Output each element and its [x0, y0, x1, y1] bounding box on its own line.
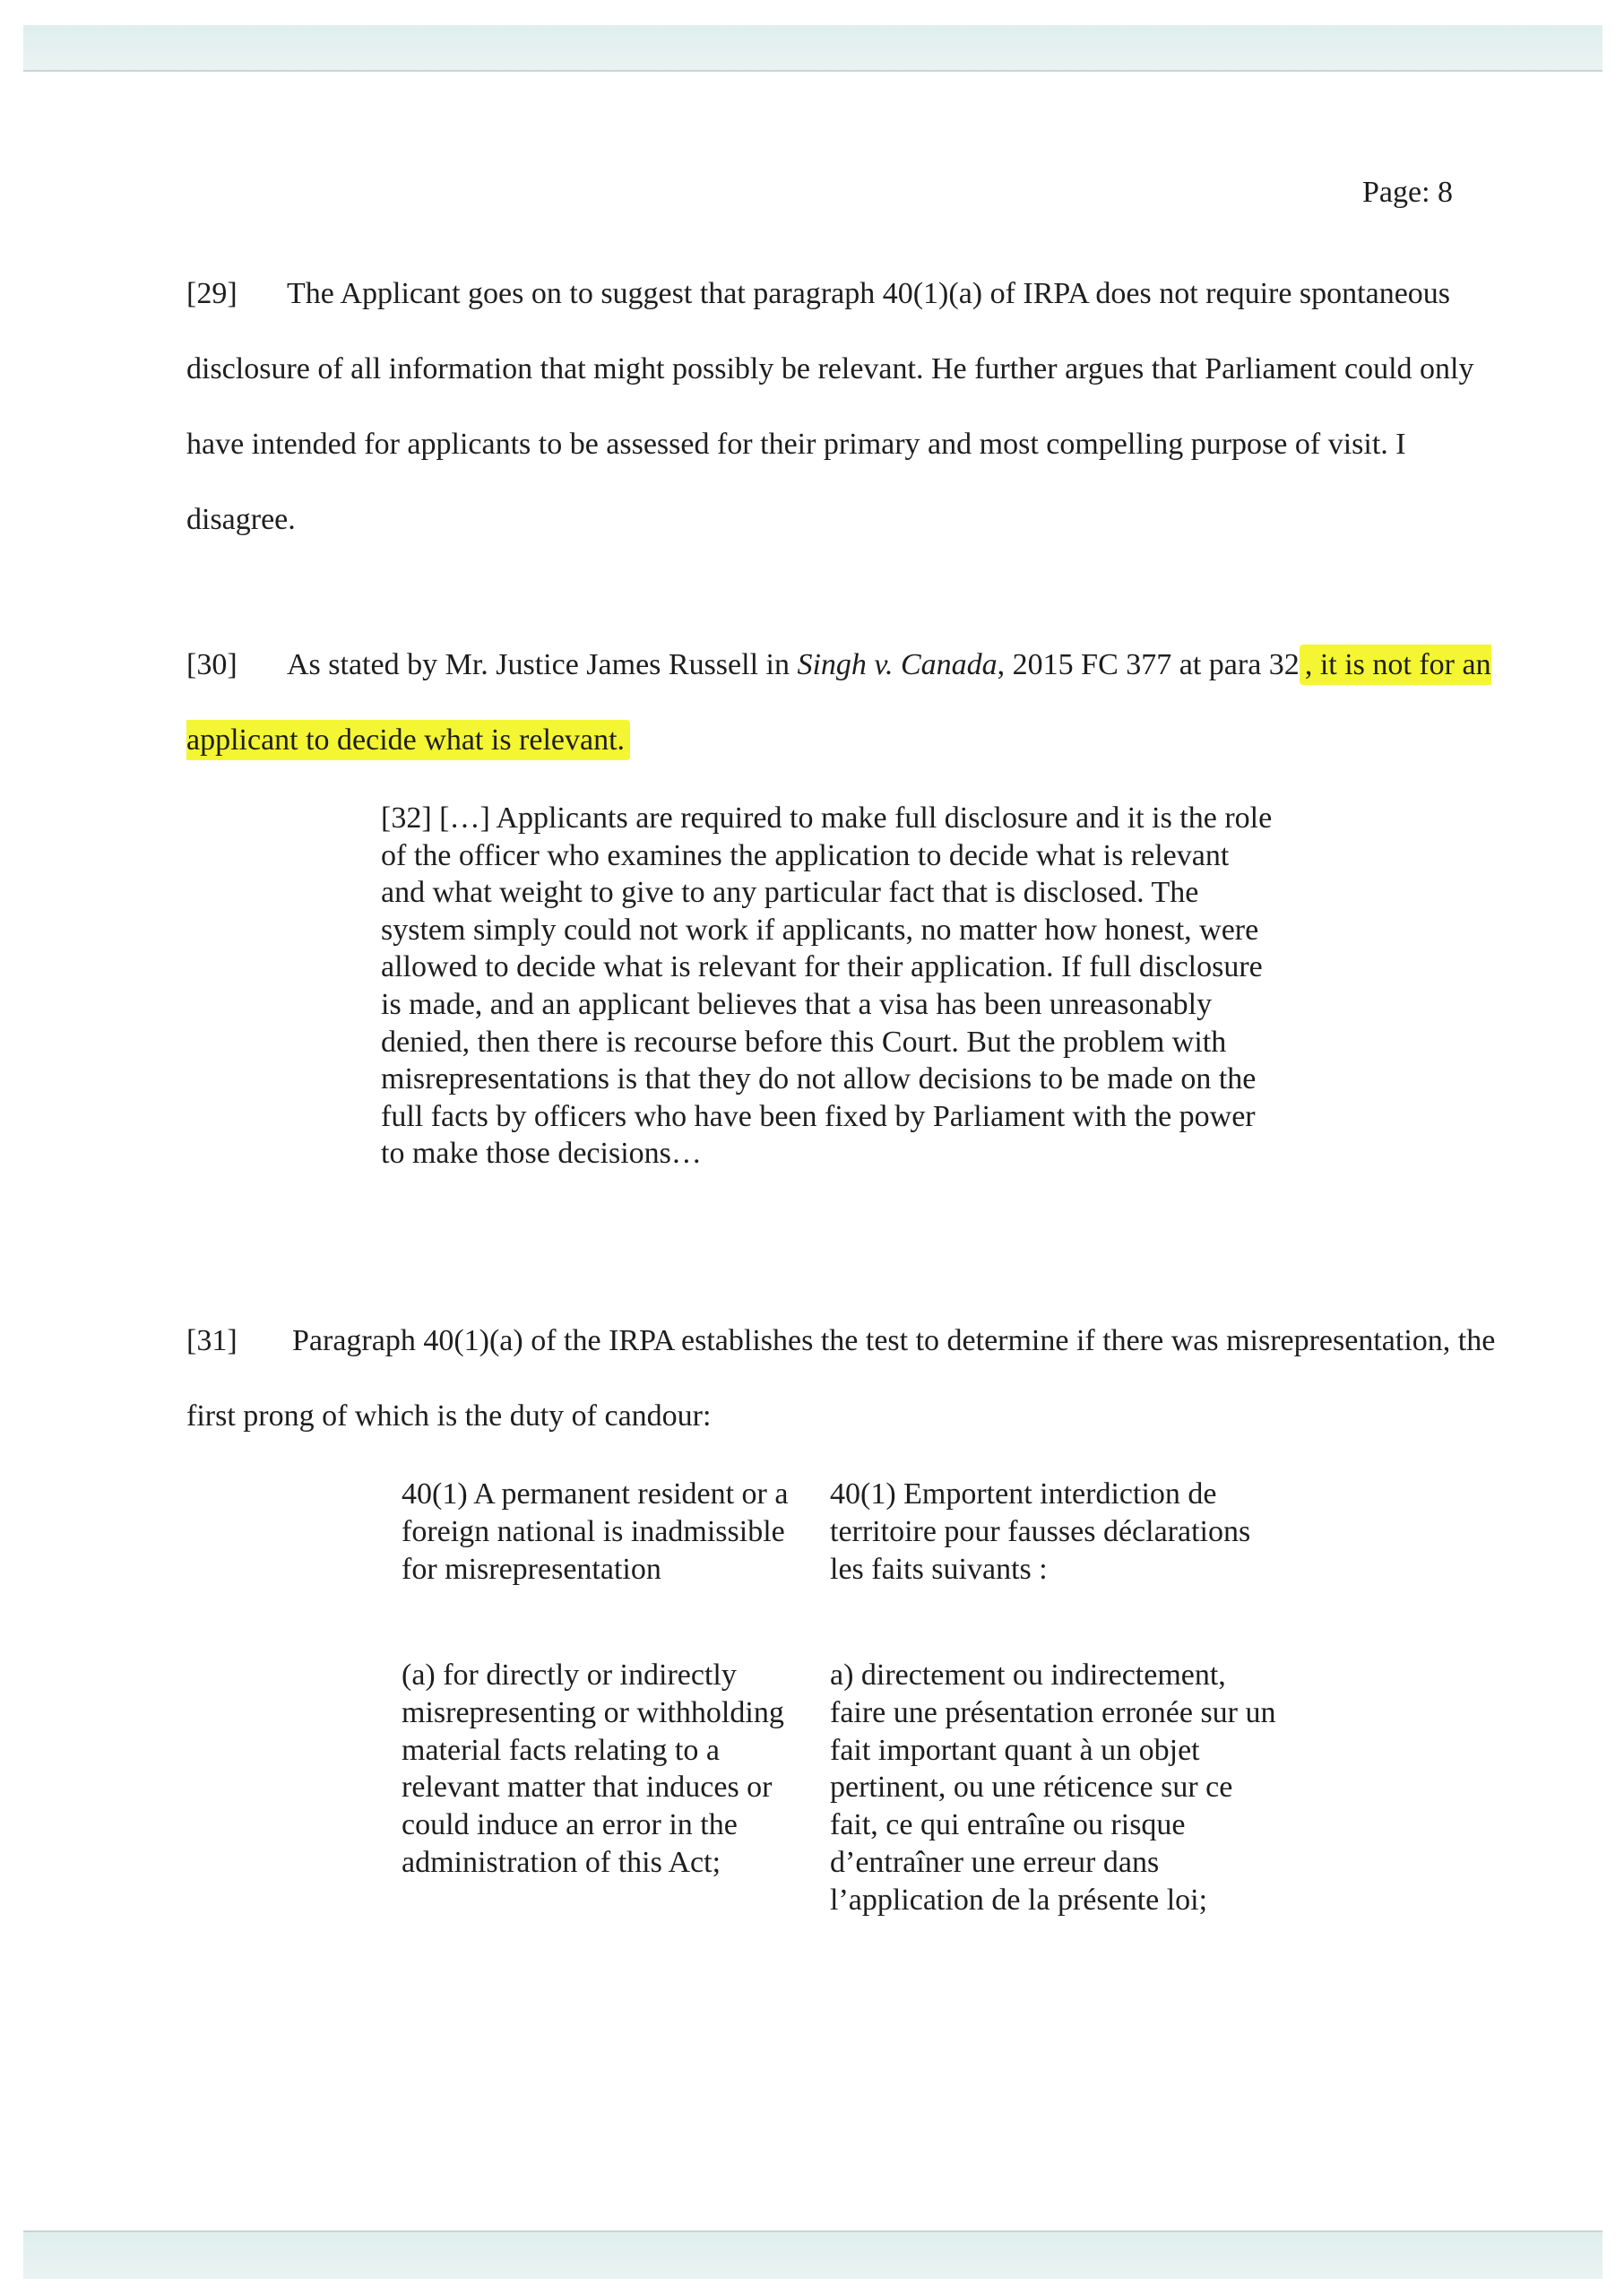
paragraph-number: [31]	[186, 1324, 238, 1357]
scan-edge-top	[23, 25, 1602, 72]
paragraph-text: The Applicant goes on to suggest that paragraph 40(1)(a) of IRPA does not require spontaneous disclosure of all information that might possibly be relevant. He further argues that Parliament could only have intended for applicants to be assessed for their primary and most compelling purpose of visit. I disagree.	[186, 277, 1474, 536]
statute-english: (a) for directly or indirectly misrepresenting or withholding material facts relating to a relevant matter that induces or could induce an error in the administration of this Act;	[402, 1658, 784, 1879]
paragraph-29	[186, 256, 1513, 558]
paragraph-text: Paragraph 40(1)(a) of the IRPA establishes the test to determine if there was misrepresentation, the first prong of which is the duty of candour:	[186, 1324, 1496, 1433]
block-quote: [32] […] Applicants are required to make full disclosure and it is the role of the officer who examines the application to decide what is relevant and what weight to give to any particular fact that is disclosed. The system simply could not work if applicants, no matter how honest, were allowed to decide what is relevant for their application. If full disclosure is made, and an applicant believes that a visa has been unreasonably denied, then there is recourse before this Court. But the problem with misrepresentations is that they do not allow decisions to be made on the full facts by officers who have been fixed by Parliament with the power to make those decisions…	[381, 801, 1273, 1171]
scan-edge-bottom	[23, 2230, 1602, 2279]
citation-reference: , 2015 FC 377 at para 32	[997, 648, 1300, 681]
statute-french: a) directement ou indirectement, faire une présentation erronée sur un fait important quant à un objet pertinent, ou une réticence sur ce fait, ce qui entraîne ou risque d’entraîner une erreur dans l’application de la présente loi;	[830, 1658, 1276, 1917]
highlighted-text: , it is not for an applicant to decide what is relevant.	[186, 645, 1491, 760]
paragraph-number: [29]	[186, 277, 238, 310]
page-number: Page: 8	[1362, 176, 1454, 209]
case-citation: Singh v. Canada	[797, 648, 998, 681]
statute-french: 40(1) Emportent interdiction de territoire pour fausses déclarations les faits suivants :	[830, 1477, 1251, 1586]
paragraph-number: [30]	[186, 648, 238, 681]
paragraph-31	[186, 1303, 1513, 1454]
paragraph-text: As stated by Mr. Justice James Russell in	[287, 648, 798, 681]
statute-english: 40(1) A permanent resident or a foreign national is inadmissible for misrepresentation	[402, 1477, 789, 1586]
paragraph-30	[186, 628, 1513, 778]
